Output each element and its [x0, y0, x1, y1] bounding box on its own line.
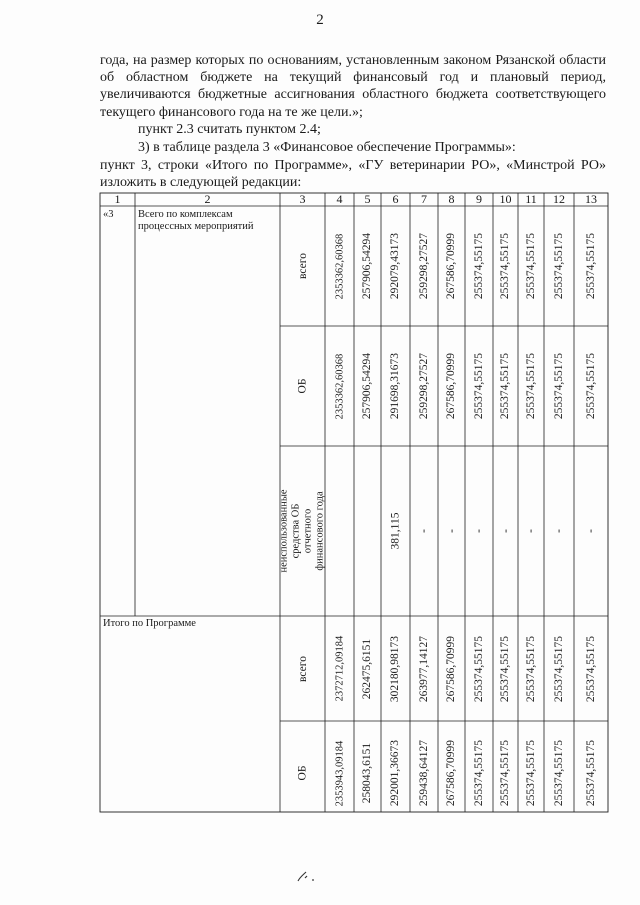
paragraph-point-3: пункт 3, строки «Итого по Программе», «ГУ ветеринарии РО», «Минстрой РО» изложить в следующей редакции: — [100, 158, 606, 191]
value-text: 255374,55175 — [553, 352, 565, 420]
value-text: 255374,55175 — [499, 635, 512, 702]
value-cell — [438, 326, 465, 446]
value-text: 255374,55175 — [585, 635, 597, 702]
header-col-1: 1 — [114, 192, 121, 206]
value-text: 267586,70999 — [445, 635, 458, 702]
value-text: - — [473, 529, 485, 533]
group-title: Итого по Программе — [103, 618, 196, 629]
value-text: 255374,55175 — [499, 739, 512, 807]
value-text: 2353943,09184 — [334, 740, 345, 806]
value-cell — [465, 206, 493, 326]
value-text: 259298,27527 — [418, 232, 430, 300]
value-text: 255374,55175 — [585, 352, 597, 420]
value-cell — [465, 446, 493, 616]
value-text: 255374,55175 — [473, 352, 485, 420]
value-text: 259298,27527 — [418, 352, 430, 420]
value-cell — [518, 326, 544, 446]
value-text: - — [585, 529, 597, 533]
value-text: 255374,55175 — [525, 352, 537, 420]
header-col-9: 9 — [476, 192, 482, 206]
header-col-13: 13 — [585, 192, 597, 206]
value-cell — [493, 206, 518, 326]
value-cell — [438, 616, 465, 721]
group-title: Всего по комплексам процессных мероприятий — [138, 209, 254, 232]
header-col-10: 10 — [499, 192, 512, 206]
header-col-5: 5 — [364, 192, 371, 206]
value-cell — [438, 721, 465, 825]
value-cell — [493, 616, 518, 721]
value-text: 262475,6151 — [361, 638, 374, 699]
header-col-8: 8 — [448, 192, 455, 206]
value-text: 255374,55175 — [473, 232, 485, 300]
paragraph-continuation: года, на размер которых по основаниям, установленным законом Рязанской области об областном бюджете на текущий финансовый год и плановый период, увеличиваются бюджетные ассигнования областного бюджета соответствующего текущего финансового года на те же цели.»; — [100, 53, 606, 120]
value-cell — [410, 446, 438, 616]
value-cell — [544, 206, 574, 326]
page-number: 2 — [316, 12, 324, 28]
value-cell — [518, 721, 544, 825]
value-cell — [574, 616, 608, 721]
value-text: 255374,55175 — [585, 739, 597, 807]
row-label-text: ОБ — [296, 378, 309, 394]
value-cell — [325, 616, 354, 721]
row-label-text: всего — [296, 655, 309, 682]
row-label — [280, 326, 325, 446]
value-text: 255374,55175 — [553, 232, 565, 300]
value-text: - — [525, 529, 537, 533]
row-label — [280, 446, 325, 616]
value-text: 292001,36673 — [389, 739, 402, 807]
value-text: 381,115 — [389, 512, 402, 550]
value-text: 302180,98173 — [389, 635, 402, 702]
value-cell — [574, 206, 608, 326]
value-text: 255374,55175 — [525, 232, 537, 300]
value-cell — [381, 446, 410, 616]
value-cell — [544, 616, 574, 721]
value-cell — [354, 446, 381, 616]
row-label — [280, 206, 325, 326]
value-text: 255374,55175 — [499, 232, 512, 300]
value-text: 2353362,60368 — [334, 233, 345, 299]
value-text: - — [445, 529, 458, 533]
row-label-text: ОБ — [296, 765, 309, 781]
value-text: 258043,6151 — [361, 742, 374, 804]
value-cell — [438, 446, 465, 616]
paragraph-point-2-3: пункт 2.3 считать пунктом 2.4; — [138, 122, 321, 137]
header-col-6: 6 — [392, 192, 399, 206]
header-col-12: 12 — [553, 192, 565, 206]
value-cell — [493, 446, 518, 616]
value-cell — [518, 206, 544, 326]
paragraph-table-section-3: 3) в таблице раздела 3 «Финансовое обеспечение Программы»: — [138, 140, 516, 155]
value-text: - — [499, 529, 512, 533]
value-text: 267586,70999 — [445, 232, 458, 300]
value-cell — [518, 446, 544, 616]
value-text: 259438,64127 — [418, 739, 430, 807]
value-text: 255374,55175 — [473, 635, 485, 702]
row-label-text: неиспользованные средства ОБ отчетного финансового года — [278, 489, 326, 573]
value-cell — [544, 446, 574, 616]
value-cell — [544, 326, 574, 446]
value-cell — [574, 326, 608, 446]
value-text: 255374,55175 — [553, 739, 565, 807]
value-cell — [325, 721, 354, 825]
value-text: 291698,31673 — [389, 352, 402, 420]
value-cell — [465, 616, 493, 721]
value-cell — [325, 446, 354, 616]
value-text: - — [553, 529, 565, 533]
value-cell — [354, 206, 381, 326]
value-cell — [493, 721, 518, 825]
value-cell — [438, 206, 465, 326]
value-cell — [325, 206, 354, 326]
row-label — [280, 616, 325, 721]
value-cell — [325, 326, 354, 446]
value-cell — [381, 326, 410, 446]
value-text: 257906,54294 — [361, 352, 374, 420]
value-text: - — [418, 529, 430, 533]
header-col-3: 3 — [299, 192, 306, 206]
value-text: 263977,14127 — [418, 635, 430, 702]
value-text: 267586,70999 — [445, 739, 458, 807]
value-cell — [410, 326, 438, 446]
value-text: 255374,55175 — [525, 635, 537, 702]
value-cell — [410, 616, 438, 721]
row-label — [280, 721, 325, 825]
value-cell — [465, 721, 493, 825]
value-cell — [381, 721, 410, 825]
header-col-11: 11 — [525, 192, 537, 206]
value-cell — [574, 721, 608, 825]
value-cell — [354, 616, 381, 721]
value-cell — [410, 721, 438, 825]
financing-table — [100, 193, 608, 812]
value-text: 255374,55175 — [585, 232, 597, 300]
value-cell — [354, 721, 381, 825]
header-col-7: 7 — [421, 192, 427, 206]
value-cell — [544, 721, 574, 825]
value-text: 255374,55175 — [553, 635, 565, 702]
row-label-text: всего — [296, 253, 309, 279]
row-number: «3 — [103, 209, 114, 220]
value-text: 2372712,09184 — [334, 635, 345, 702]
value-cell — [465, 326, 493, 446]
value-text: 267586,70999 — [445, 352, 458, 420]
value-text: 2353362,60368 — [334, 353, 345, 419]
value-cell — [493, 326, 518, 446]
value-cell — [354, 326, 381, 446]
header-col-4: 4 — [336, 192, 343, 206]
value-text: 255374,55175 — [499, 352, 512, 420]
value-cell — [518, 616, 544, 721]
value-cell — [381, 206, 410, 326]
value-text: 292079,43173 — [389, 232, 402, 300]
value-text: 255374,55175 — [525, 739, 537, 807]
value-cell — [410, 206, 438, 326]
scan-mark — [296, 868, 318, 884]
value-cell — [381, 616, 410, 721]
value-text: 257906,54294 — [361, 232, 374, 300]
header-col-2: 2 — [204, 192, 211, 206]
value-cell — [574, 446, 608, 616]
value-text: 255374,55175 — [473, 739, 485, 807]
